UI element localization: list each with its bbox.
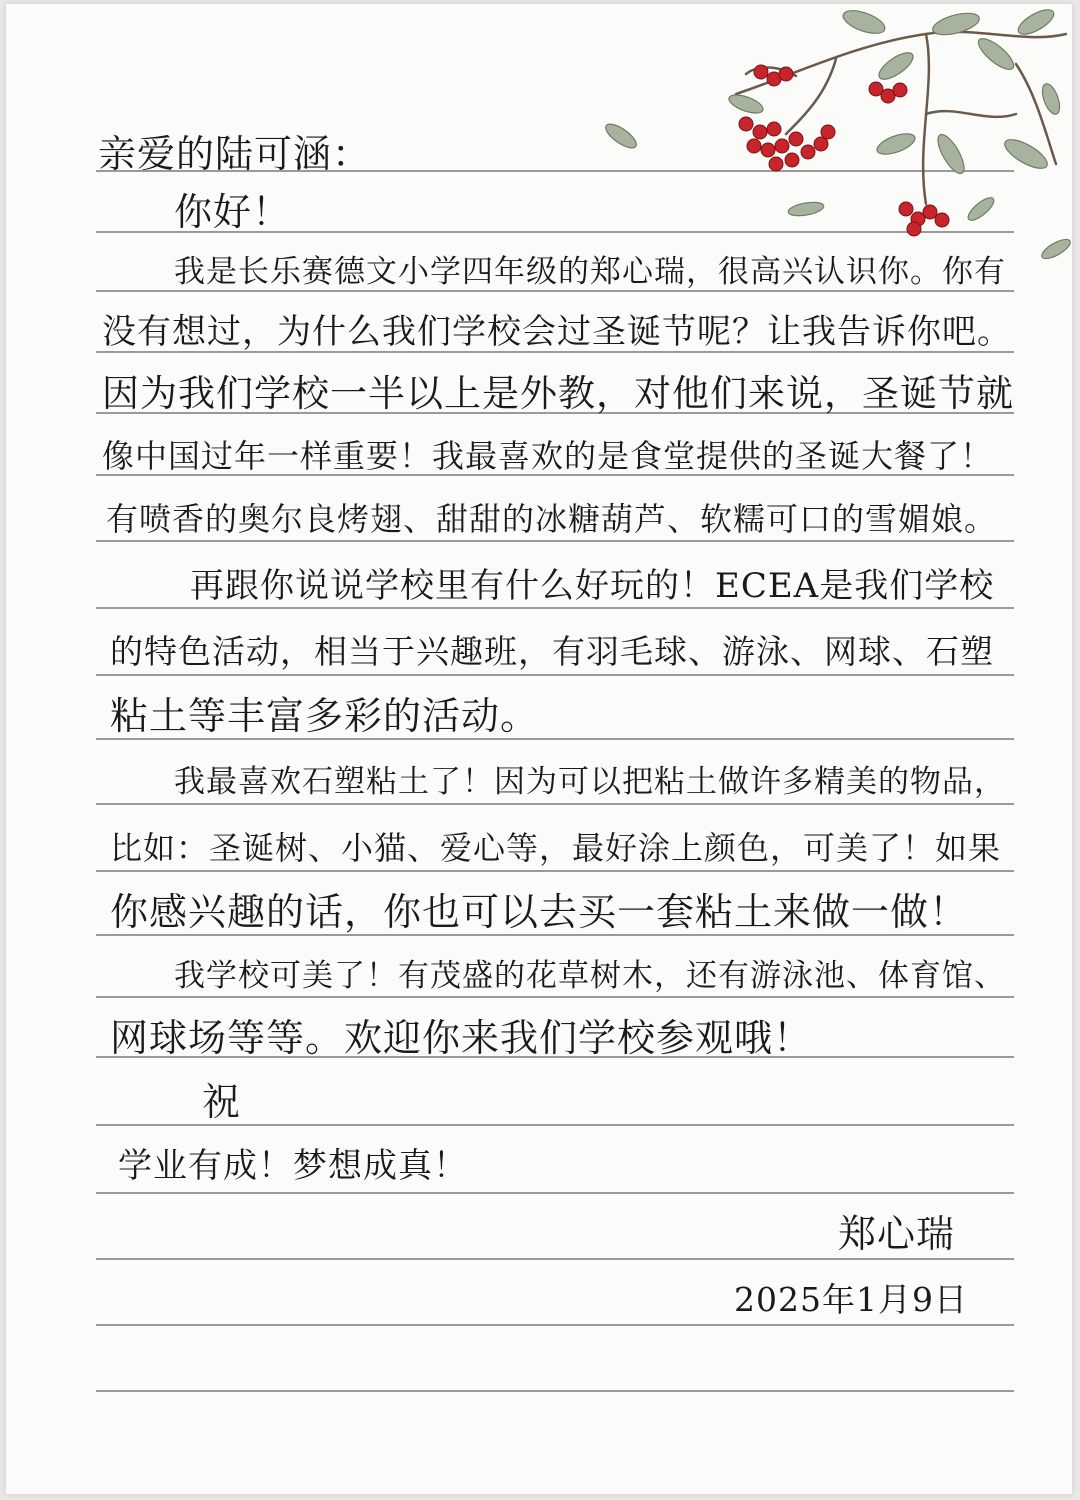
letter-line: 你感兴趣的话，你也可以去买一套粘土来做一做！ (110, 890, 969, 934)
letter-line: 网球场等等。欢迎你来我们学校参观哦！ (110, 1016, 813, 1060)
letter-line: 像中国过年一样重要！我最喜欢的是食堂提供的圣诞大餐了！ (102, 437, 994, 475)
letter-line: 的特色活动，相当于兴趣班，有羽毛球、游泳、网球、石塑 (110, 632, 994, 671)
letter-line: 我是长乐赛德文小学四年级的郑心瑞，很高兴认识你。你有 (174, 254, 1006, 290)
letter-line: 再跟你说说学校里有什么好玩的！ECEA是我们学校 (190, 566, 995, 606)
ruled-line (96, 934, 1014, 936)
berry-branch-illustration (596, 4, 1072, 274)
letter-date: 2025年1月9日 (734, 1280, 968, 1319)
ruled-line (96, 870, 1014, 872)
ruled-line (96, 1124, 1014, 1126)
ruled-line (96, 1324, 1014, 1326)
letter-line: 我最喜欢石塑粘土了！因为可以把粘土做许多精美的物品， (174, 764, 1006, 800)
letter-salutation: 亲爱的陆可涵： (98, 132, 372, 176)
letter-line: 粘土等丰富多彩的活动。 (110, 694, 540, 738)
letter-closing-wish: 祝 (202, 1080, 242, 1124)
letter-line: 有喷香的奥尔良烤翅、甜甜的冰糖葫芦、软糯可口的雪媚娘。 (106, 500, 998, 538)
letter-line: 比如：圣诞树、小猫、爱心等，最好涂上颜色，可美了！如果 (110, 829, 1002, 867)
ruled-line (96, 674, 1014, 676)
letter-line: 因为我们学校一半以上是外教，对他们来说，圣诞节就 (102, 372, 1014, 415)
ruled-line (96, 738, 1014, 740)
letter-line: 没有想过，为什么我们学校会过圣诞节呢？让我告诉你吧。 (102, 312, 1012, 352)
letter-line: 我学校可美了！有茂盛的花草树木，还有游泳池、体育馆、 (174, 958, 1006, 994)
ruled-line (96, 1258, 1014, 1260)
letter-closing-blessing: 学业有成！梦想成真！ (118, 1146, 468, 1186)
ruled-line (96, 1390, 1014, 1392)
ruled-line (96, 1192, 1014, 1194)
letter-greeting: 你好！ (174, 190, 292, 234)
letter-signature: 郑心瑞 (838, 1212, 956, 1256)
letter-paper (6, 4, 1072, 1494)
